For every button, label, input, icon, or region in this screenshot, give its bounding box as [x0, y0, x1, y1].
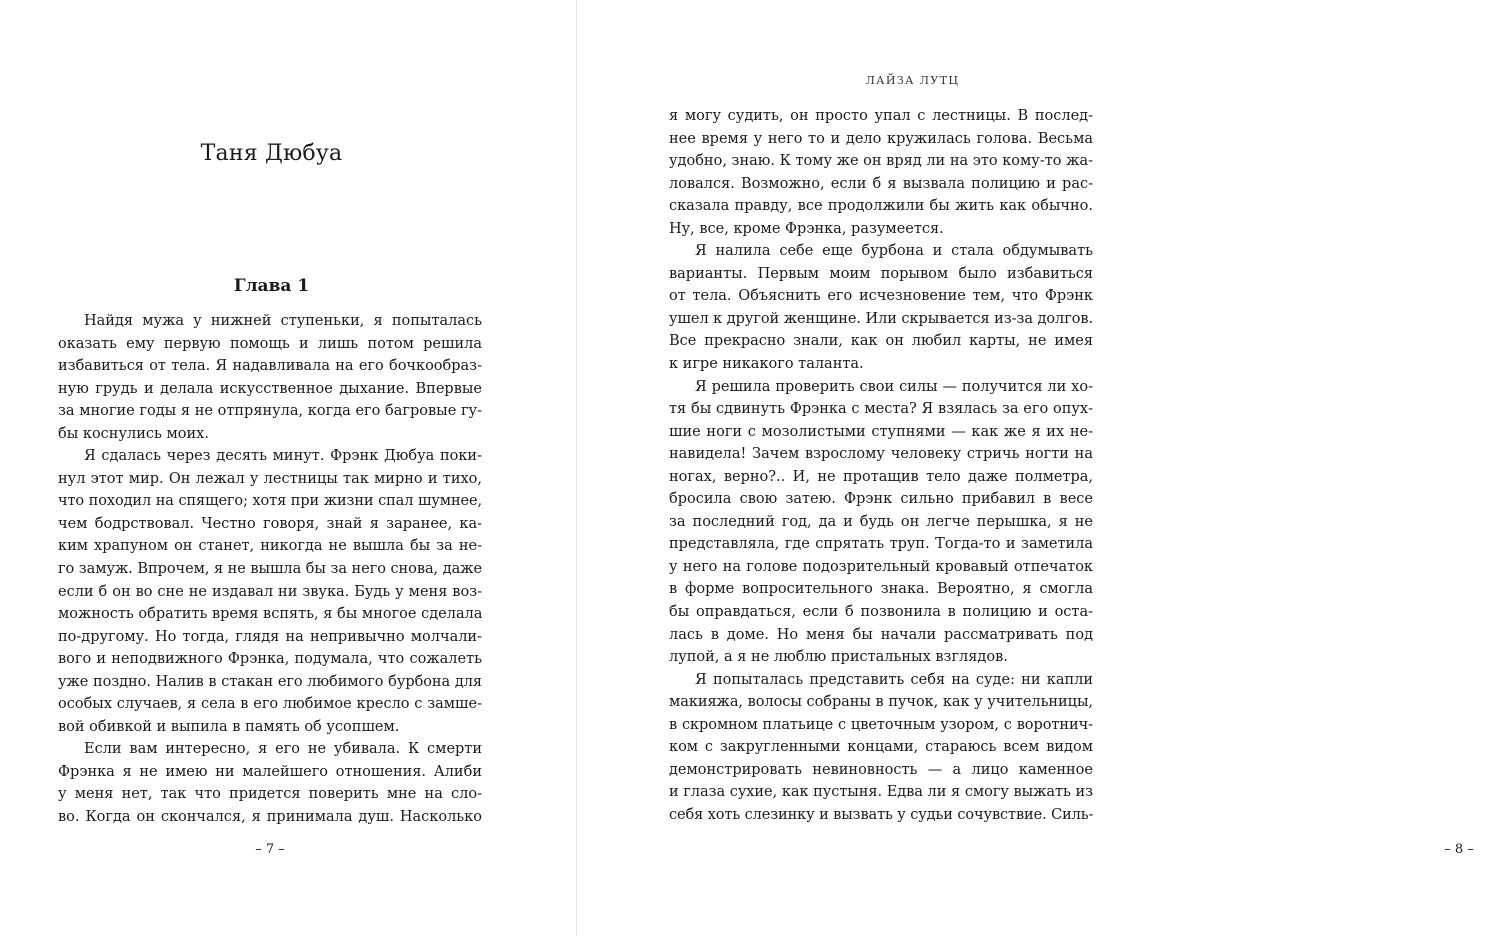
text-line: ловался. Возможно, если б я вызвала полицию и рас-	[669, 175, 1093, 192]
text-line: бросила свою затею. Фрэнк сильно прибавил в весе	[669, 491, 1093, 508]
text-line: Я сдалась через десять минут. Фрэнк Дюбуа поки-	[84, 448, 482, 465]
text-line: в скромном платьице с цветочным узором, с воротнич-	[669, 716, 1093, 733]
book-author-title: Таня Дюбуа	[200, 141, 343, 166]
text-line: у меня нет, так что придется поверить мне на сло-	[58, 786, 482, 803]
text-line: представляла, где спрятать труп. Тогда-то и заметила	[669, 536, 1093, 553]
text-line: избавиться от тела. Я надавливала на его бочкообраз-	[58, 358, 482, 375]
text-line: по-другому. Но тогда, глядя на непривычно молчали-	[58, 628, 482, 645]
chapter-title: Глава 1	[233, 276, 310, 296]
text-line: сказала правду, все продолжили бы жить как обычно.	[669, 198, 1093, 215]
text-line: бы оправдаться, если б позвонила в полицию и оста-	[669, 604, 1093, 621]
text-line: го замуж. Впрочем, я не вышла бы за него снова, даже	[58, 561, 482, 578]
text-line: нее время у него то и дело кружилась голова. Весьма	[669, 130, 1093, 147]
text-line: Если вам интересно, я его не убивала. К смерти	[84, 741, 482, 758]
text-line: вой обивкой и выпила в память об усопшем.	[58, 718, 400, 735]
text-line: если б он во сне не издавал ни звука. Будь у меня воз-	[58, 583, 482, 600]
text-line: ким храпуном он станет, никогда не вышла бы за не-	[58, 538, 482, 555]
text-line: Я попыталась представить себя на суде: ни капли	[695, 671, 1093, 688]
text-line: во. Когда он скончался, я принимала душ. Насколько	[58, 809, 482, 826]
text-line: демонстрировать невиновность — а лицо каменное	[669, 761, 1093, 778]
page-number-right: – 8 –	[1444, 842, 1474, 857]
text-line: бы коснулись моих.	[58, 425, 209, 442]
text-line: удобно, знаю. К тому же он вряд ли на это кому-то жа-	[669, 153, 1093, 170]
text-line: вого и неподвижного Фрэнка, подумала, что сожалеть	[58, 651, 482, 668]
right-page	[577, 0, 1474, 936]
running-head: ЛАЙЗА ЛУТЦ	[865, 74, 960, 87]
text-line: за многие годы я не отпрянула, когда его багровые гу-	[58, 403, 482, 420]
text-line: ушел к другой женщине. Или скрывается из-за долгов.	[669, 310, 1094, 327]
right-body-text	[669, 105, 1093, 827]
text-line: у него на голове подозрительный кровавый отпечаток	[669, 558, 1093, 575]
text-line: Я налила себе еще бурбона и стала обдумывать	[695, 243, 1093, 260]
text-line: нул этот мир. Он лежал у лестницы так мирно и тихо,	[58, 470, 482, 487]
text-line: оказать ему первую помощь и лишь потом решила	[58, 335, 482, 352]
text-line: Найдя мужа у нижней ступеньки, я попыталась	[84, 313, 482, 329]
text-line: Я решила проверить свои силы — получится ли хо-	[695, 378, 1093, 395]
text-line: можность обратить время вспять, я бы многое сделала	[58, 606, 483, 623]
text-line: уже поздно. Налив в стакан его любимого бурбона для	[58, 673, 482, 690]
left-body-text	[58, 310, 482, 829]
text-line: тя бы сдвинуть Фрэнка с места? Я взялась за его опух-	[669, 401, 1093, 418]
text-line: лупой, а я не люблю пристальных взглядов.	[669, 649, 1008, 666]
text-line: что походил на спящего; хотя при жизни спал шумнее,	[58, 493, 482, 510]
text-line: ногах, верно?.. И, не протащив тело даже полметра,	[669, 468, 1093, 485]
text-line: макияжа, волосы собраны в пучок, как у учительницы,	[669, 694, 1093, 711]
text-line: Все прекрасно знали, как он любил карты, не имея	[669, 333, 1093, 350]
text-line: за последний год, да и будь он легче перышка, я не	[669, 513, 1093, 530]
page-number-left: – 7 –	[255, 842, 285, 857]
text-line: себя хоть слезинку и вызвать у судьи сочувствие. Силь-	[669, 806, 1094, 823]
text-line: от тела. Объяснить его исчезновение тем, что Фрэнк	[669, 288, 1093, 305]
text-line: и глаза сухие, как пустыня. Едва ли я смогу выжать из	[669, 784, 1093, 801]
text-line: варианты. Первым моим порывом было избавиться	[669, 265, 1093, 282]
text-line: в форме вопросительного знака. Вероятно, я смогла	[669, 581, 1093, 598]
text-line: шие ноги с мозолистыми ступнями — как же я их не-	[669, 423, 1093, 440]
text-line: я могу судить, он просто упал с лестницы. В послед-	[669, 108, 1093, 124]
text-line: ком с закругленными концами, стараюсь всем видом	[669, 739, 1093, 756]
text-line: навидела! Зачем взрослому человеку стричь ногти на	[669, 446, 1093, 463]
text-line: Фрэнка я не имею ни малейшего отношения. Алиби	[58, 763, 482, 780]
text-line: лась в доме. Но меня бы начали рассматривать под	[669, 626, 1093, 643]
left-page	[0, 0, 576, 936]
text-line: особых случаев, я села в его любимое кресло с замше-	[58, 696, 482, 713]
text-line: Ну, все, кроме Фрэнка, разумеется.	[669, 220, 944, 237]
text-line: чем бодрствовал. Честно говоря, знай я заранее, ка-	[58, 515, 482, 532]
text-line: к игре никакого таланта.	[669, 356, 864, 373]
text-line: ную грудь и делала искусственное дыхание. Впервые	[58, 380, 482, 397]
